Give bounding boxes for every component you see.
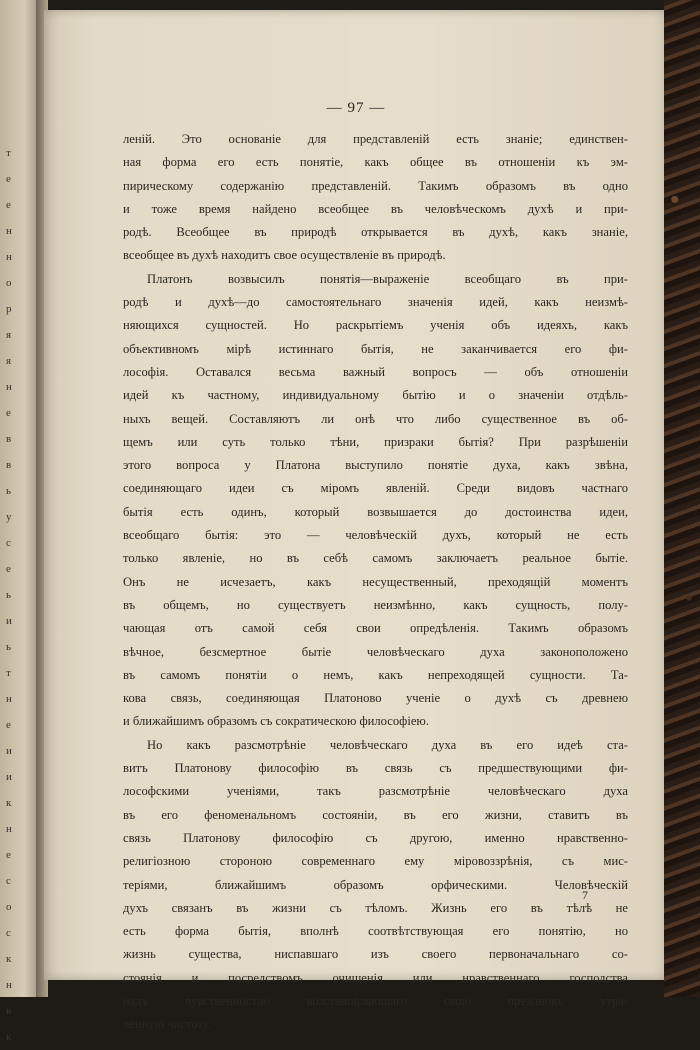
text-line: бытія есть одинъ, который возвышается до достоинства идеи, (123, 504, 628, 519)
text-line: чающая отъ самой себя свои опредѣленія. Такимъ образомъ (123, 621, 628, 636)
left-page-glyph: ь (6, 589, 12, 601)
text-line: соединяющаго идеи съ міромъ явленій. Среди видовъ частнаго (123, 481, 628, 496)
left-page-glyph: е (6, 563, 11, 575)
book-page (44, 10, 668, 1032)
text-line: родѣ. Всеобщее въ природѣ открывается въ духѣ, какъ знаніе, (123, 225, 628, 240)
left-page-glyph: с (6, 537, 11, 549)
text-line: ныхъ вещей. Составляютъ ли онѣ что либо существенное въ об- (123, 411, 628, 426)
left-page-glyph: н (6, 381, 12, 393)
left-page-glyph: я (6, 329, 12, 341)
text-line: Платонъ возвысилъ понятія—выраженіе всеобщаго въ при- (147, 271, 628, 286)
signature-mark: 7 (582, 888, 588, 902)
text-line: надъ чувственностію возстановляющаго свою прежнюю, утра- (123, 993, 628, 1008)
text-line: идей къ частному, индивидуальному бытію и о значеніи отдѣль- (123, 388, 628, 403)
text-line: всеобщее въ духѣ находитъ свое осуществленіе въ природѣ. (123, 248, 446, 263)
left-page-glyph: е (6, 407, 11, 419)
text-line: духъ связанъ въ жизни съ тѣломъ. Жизнь его въ тѣлѣ не (123, 900, 628, 915)
left-page-glyph: ь (6, 485, 12, 497)
text-line: витъ Платонову философію въ связь съ предшествующими фи- (123, 761, 628, 776)
left-page-glyph: р (6, 303, 12, 315)
text-line: кова связь, соединяющая Платоново ученіе о духѣ съ древнею (123, 691, 628, 706)
left-page-glyph: и (6, 615, 12, 627)
text-line: въ его феноменальномъ состояніи, въ его жизни, ставитъ въ (123, 807, 628, 822)
text-line: всеобщаго бытія: это — человѣческій духъ, который не есть (123, 528, 628, 543)
text-line: и ближайшимъ образомъ съ сократическою философіею. (123, 714, 429, 729)
text-line: этого вопроса у Платона выступило понятіе духа, какъ звѣна, (123, 458, 628, 473)
left-page-glyph: к (6, 797, 12, 809)
left-page-glyph: т (6, 147, 11, 159)
left-page-glyph: я (6, 355, 12, 367)
text-line: вѣчное, безсмертное бытіе человѣческаго духа законоположено (123, 644, 628, 659)
left-page-glyph: о (6, 901, 12, 913)
text-line: стоянія и посредствомъ очищенія или нравственнаго господства (123, 970, 628, 985)
text-line: лософскими ученіями, такъ разсмотрѣніе человѣческаго духа (123, 784, 628, 799)
text-line: родѣ и духѣ—до самостоятельнаго значенія идей, какъ неизмѣ- (123, 295, 628, 310)
text-line: теріями, ближайшимъ образомъ орфическими. Человѣческій (123, 877, 628, 892)
left-page-glyph: и (6, 771, 12, 783)
text-line: въ общемъ, но существуетъ неизмѣнно, какъ сущность, полу- (123, 597, 628, 612)
body-text (123, 128, 628, 1037)
text-line: няющихся сущностей. Но раскрытіемъ ученія объ идеяхъ, какъ (123, 318, 628, 333)
left-page-margin-text (6, 140, 20, 1050)
left-page-glyph: к (6, 1031, 12, 1043)
text-line: въ самомъ понятіи о немъ, какъ непреходящей сущности. Та- (123, 667, 628, 682)
left-page-glyph: с (6, 927, 11, 939)
marbled-cover-edge (664, 0, 700, 997)
text-line: Онъ не исчезаетъ, какъ несущественный, преходящій моментъ (123, 574, 628, 589)
left-page-glyph: в (6, 1005, 12, 1017)
text-line: религіозною стороною современнаго ему міровоззрѣнія, съ мис- (123, 854, 628, 869)
left-page-glyph: н (6, 979, 12, 991)
left-page-glyph: е (6, 173, 11, 185)
left-page-glyph: н (6, 225, 12, 237)
left-page-glyph: и (6, 745, 12, 757)
text-line: щемъ или суть только тѣни, призраки бытія? При разрѣшеніи (123, 434, 628, 449)
left-facing-page (0, 0, 40, 1043)
text-line: связь Платонову философію съ другою, именно нравственно- (123, 830, 628, 845)
text-line: ченную чистоту. (123, 1017, 211, 1032)
left-page-glyph: в (6, 433, 12, 445)
text-line: объективномъ мірѣ истиннаго бытія, не заканчивается его фи- (123, 341, 628, 356)
text-line: ная форма его есть понятіе, какъ общее въ отношеніи къ эм- (123, 155, 628, 170)
left-page-glyph: о (6, 277, 12, 289)
left-page-glyph: к (6, 953, 12, 965)
left-page-glyph: н (6, 693, 12, 705)
left-page-glyph: т (6, 667, 11, 679)
left-page-glyph: в (6, 459, 12, 471)
text-line: пирическому содержанію представленій. Такимъ образомъ въ одно (123, 178, 628, 193)
text-line: и тоже время найдено всеобщее въ человѣческомъ духѣ и при- (123, 201, 628, 216)
text-line: лeній. Это основаніе для представленій есть знаніе; единствен- (123, 132, 628, 146)
left-page-glyph: н (6, 251, 12, 263)
left-page-glyph: е (6, 849, 11, 861)
text-line: только явленіе, но въ себѣ самомъ заключаетъ реальное бытіе. (123, 551, 628, 566)
left-page-glyph: н (6, 823, 12, 835)
text-line: жизнь существа, ниспавшаго изъ своего первоначальнаго со- (123, 947, 628, 962)
left-page-glyph: с (6, 875, 11, 887)
left-page-glyph: е (6, 719, 11, 731)
left-page-glyph: у (6, 511, 12, 523)
left-page-glyph: ь (6, 641, 12, 653)
text-line: есть форма бытія, вполнѣ соотвѣтствующая его понятію, но (123, 924, 628, 939)
text-line: лософія. Оставался весьма важный вопросъ — объ отношеніи (123, 364, 628, 379)
page-number: — 97 — (326, 100, 386, 116)
left-page-glyph: е (6, 199, 11, 211)
text-line: Но какъ разсмотрѣніе человѣческаго духа въ его идеѣ ста- (147, 737, 628, 752)
